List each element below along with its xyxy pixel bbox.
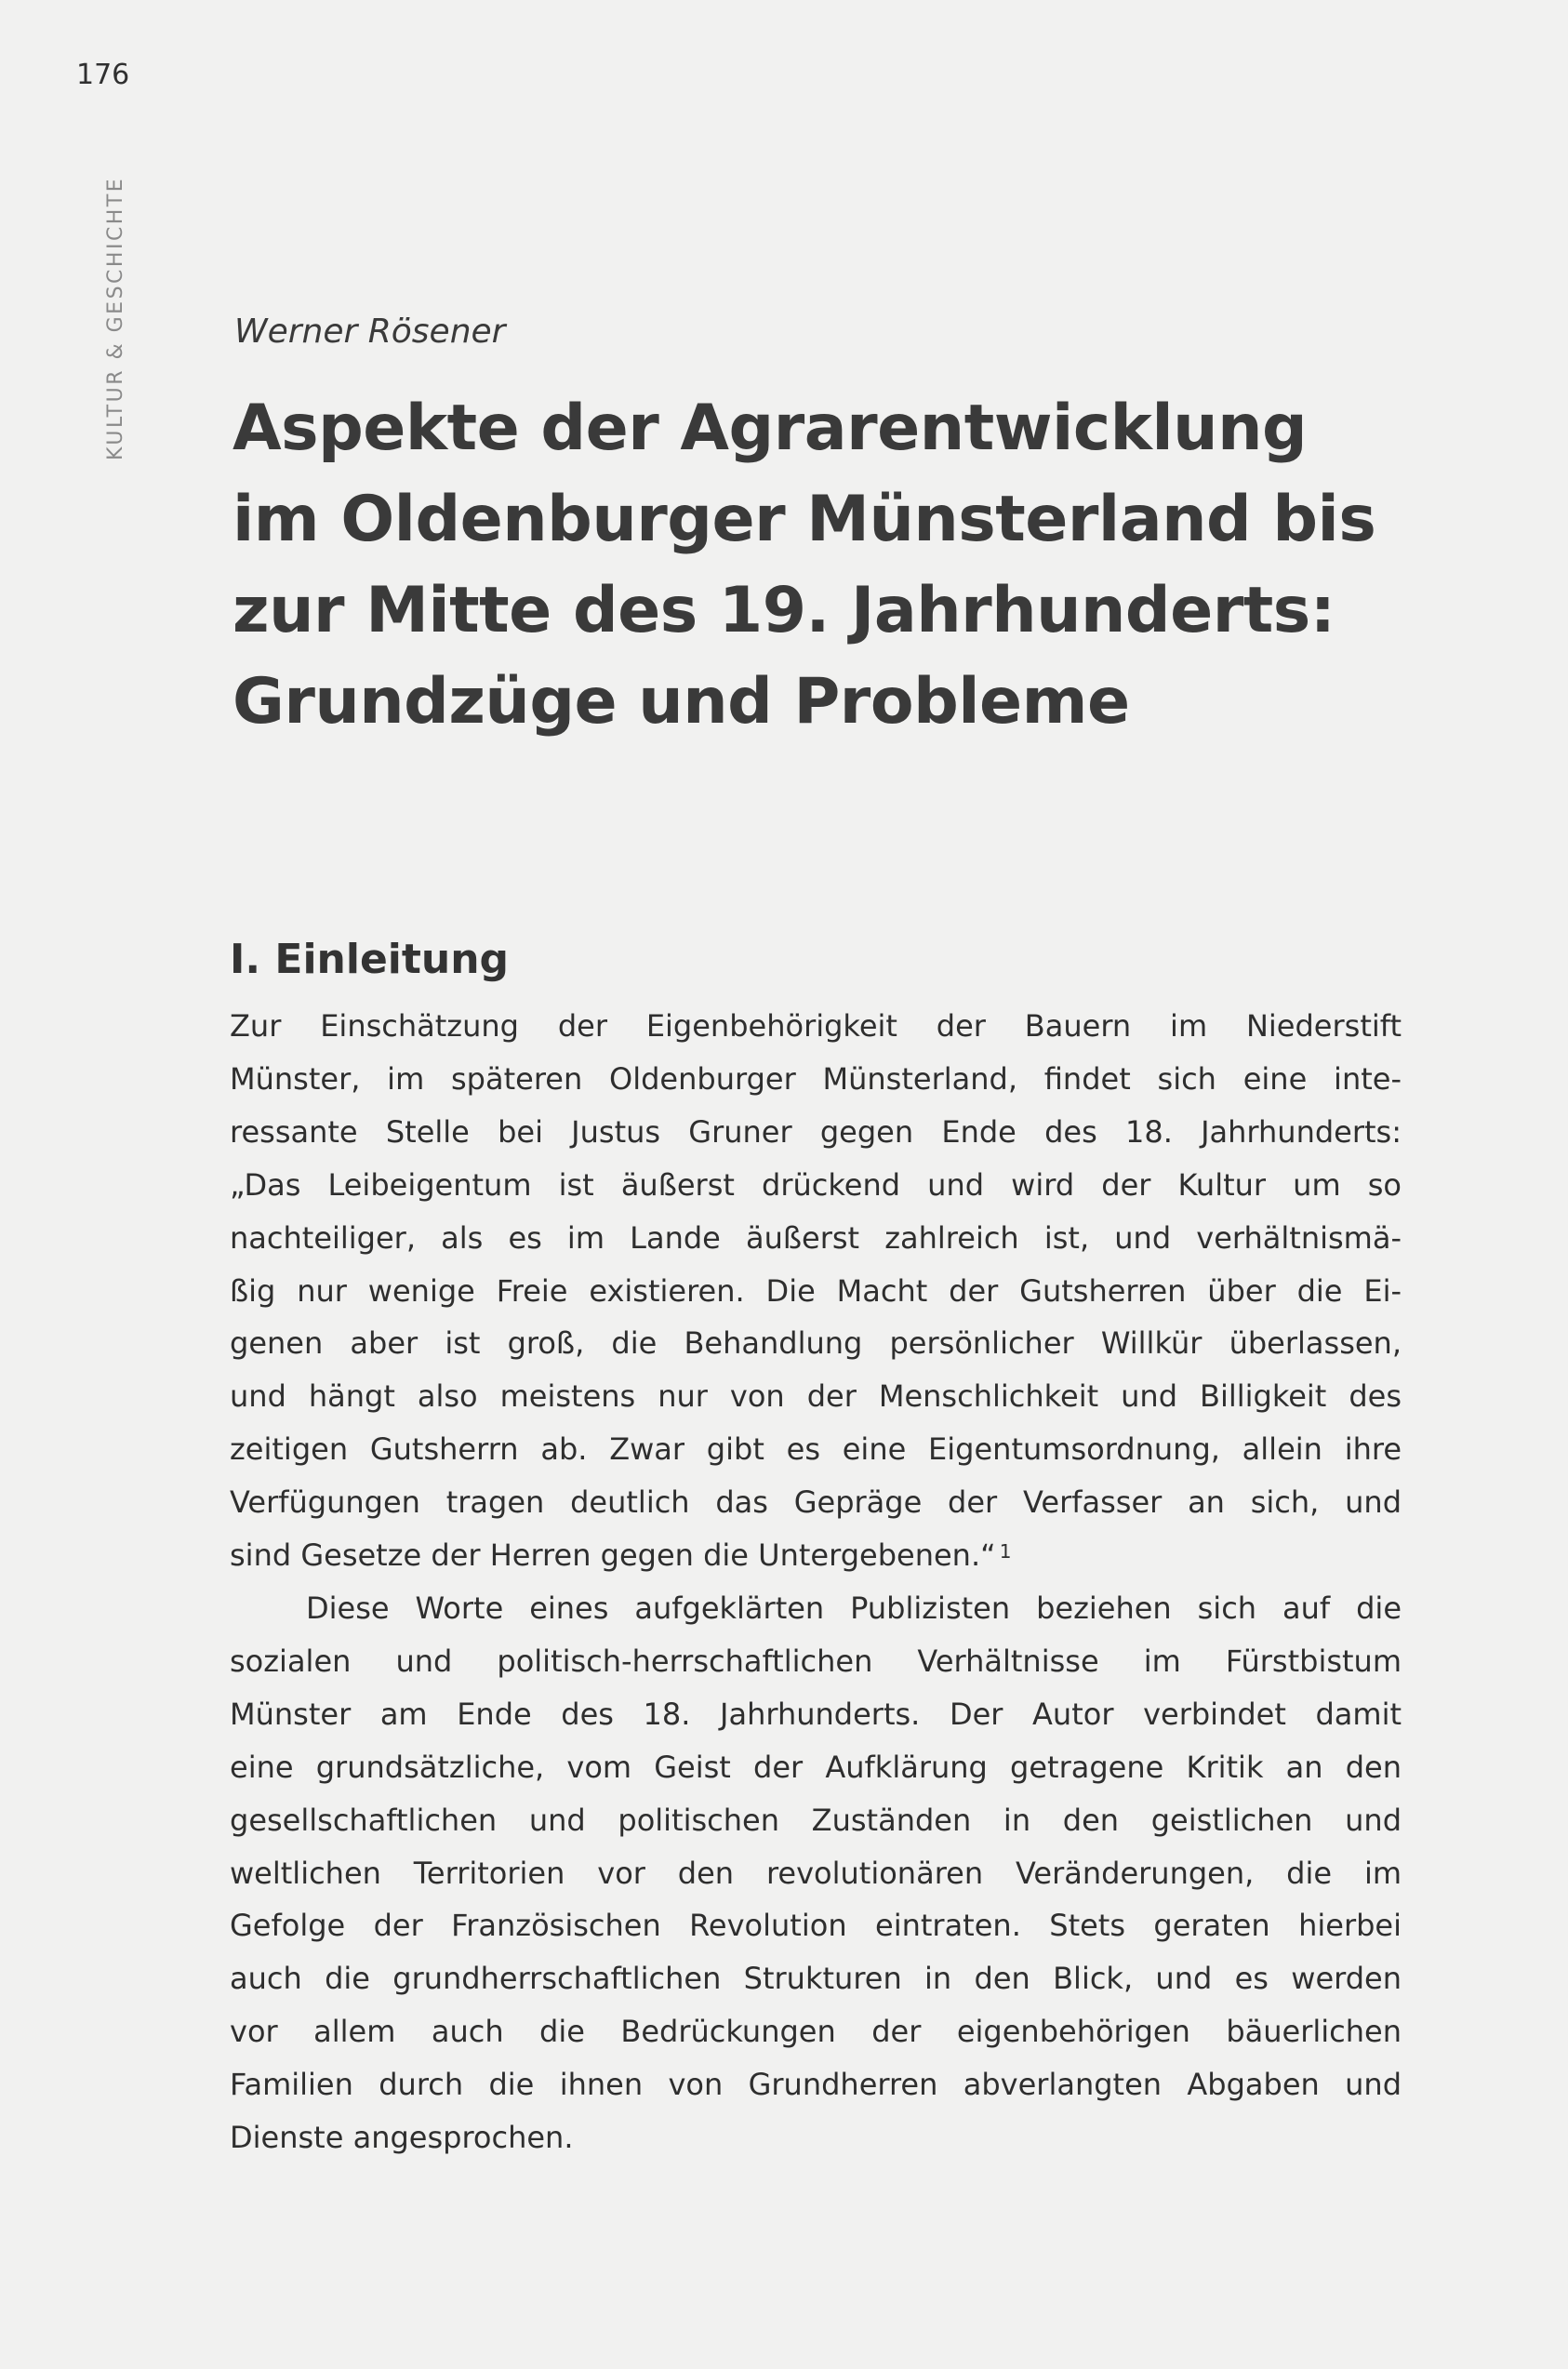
text-line: genen aber ist groß, die Behandlung persönlicher Willkür überlassen,: [230, 1325, 1402, 1362]
text-line: Verfügungen tragen deutlich das Gepräge der Verfasser an sich, und: [230, 1484, 1402, 1521]
text-line: sozialen und politisch-herrschaftlichen Verhältnisse im Fürstbistum: [230, 1643, 1402, 1679]
text-line: und hängt also meistens nur von der Menschlichkeit und Billigkeit des: [230, 1378, 1402, 1415]
text-line-with-footnote: [230, 1529, 1402, 1582]
text-line: eine grundsätzliche, vom Geist der Aufklärung getragene Kritik an den: [230, 1749, 1402, 1785]
text-line: weltlichen Territorien vor den revolutionären Veränderungen, die im: [230, 1855, 1402, 1891]
text-line: ßig nur wenige Freie existieren. Die Macht der Gutsherren über die Ei-: [230, 1272, 1402, 1309]
text-line: gesellschaftlichen und politischen Zuständen in den geistlichen und: [230, 1802, 1402, 1838]
text-line: Gefolge der Französischen Revolution eintraten. Stets geraten hierbei: [230, 1908, 1402, 1944]
text-line: Familien durch die ihnen von Grundherren abverlangten Abgaben und: [230, 2067, 1402, 2103]
paragraph-1: [230, 1000, 1402, 1582]
article-title: [233, 383, 1376, 748]
text-line: „Das Leibeigentum ist äußerst drückend und wird der Kultur um so: [230, 1166, 1402, 1203]
title-line: Aspekte der Agrarentwicklung: [233, 392, 1308, 465]
title-line: zur Mitte des 19. Jahrhunderts:: [233, 574, 1335, 647]
paragraph-2: [230, 1582, 1402, 2164]
page-number: 176: [76, 59, 130, 91]
author-name: Werner Rösener: [234, 313, 506, 351]
section-heading: I. Einleitung: [230, 936, 510, 983]
text-line: auch die grundherrschaftlichen Strukturen in den Blick, und es werden: [230, 1961, 1402, 1997]
title-line: Grundzüge und Probleme: [233, 665, 1130, 739]
text-line: ressante Stelle bei Justus Gruner gegen Ende des 18. Jahrhunderts:: [230, 1113, 1402, 1150]
quote-end-text: sind Gesetze der Herren gegen die Untergebenen.“: [230, 1537, 996, 1574]
text-line: Dienste angesprochen.: [230, 2120, 574, 2156]
body-text: [230, 1000, 1402, 2164]
text-line: Diese Worte eines aufgeklärten Publizisten beziehen sich auf die: [306, 1590, 1402, 1626]
text-line: Zur Einschätzung der Eigenbehörigkeit der Bauern im Niederstift: [230, 1008, 1402, 1044]
section-side-label: KULTUR & GESCHICHTE: [104, 176, 127, 460]
footnote-reference[interactable]: 1: [999, 1540, 1012, 1564]
text-line: nachteiliger, als es im Lande äußerst zahlreich ist, und verhältnismä-: [230, 1219, 1402, 1256]
text-line: Münster, im späteren Oldenburger Münsterland, findet sich eine inte-: [230, 1060, 1402, 1097]
text-line: Münster am Ende des 18. Jahrhunderts. Der Autor verbindet damit: [230, 1696, 1402, 1732]
text-line: zeitigen Gutsherrn ab. Zwar gibt es eine Eigentumsordnung, allein ihre: [230, 1431, 1402, 1468]
title-line: im Oldenburger Münsterland bis: [233, 483, 1376, 556]
text-line: vor allem auch die Bedrückungen der eigenbehörigen bäuerlichen: [230, 2014, 1402, 2050]
